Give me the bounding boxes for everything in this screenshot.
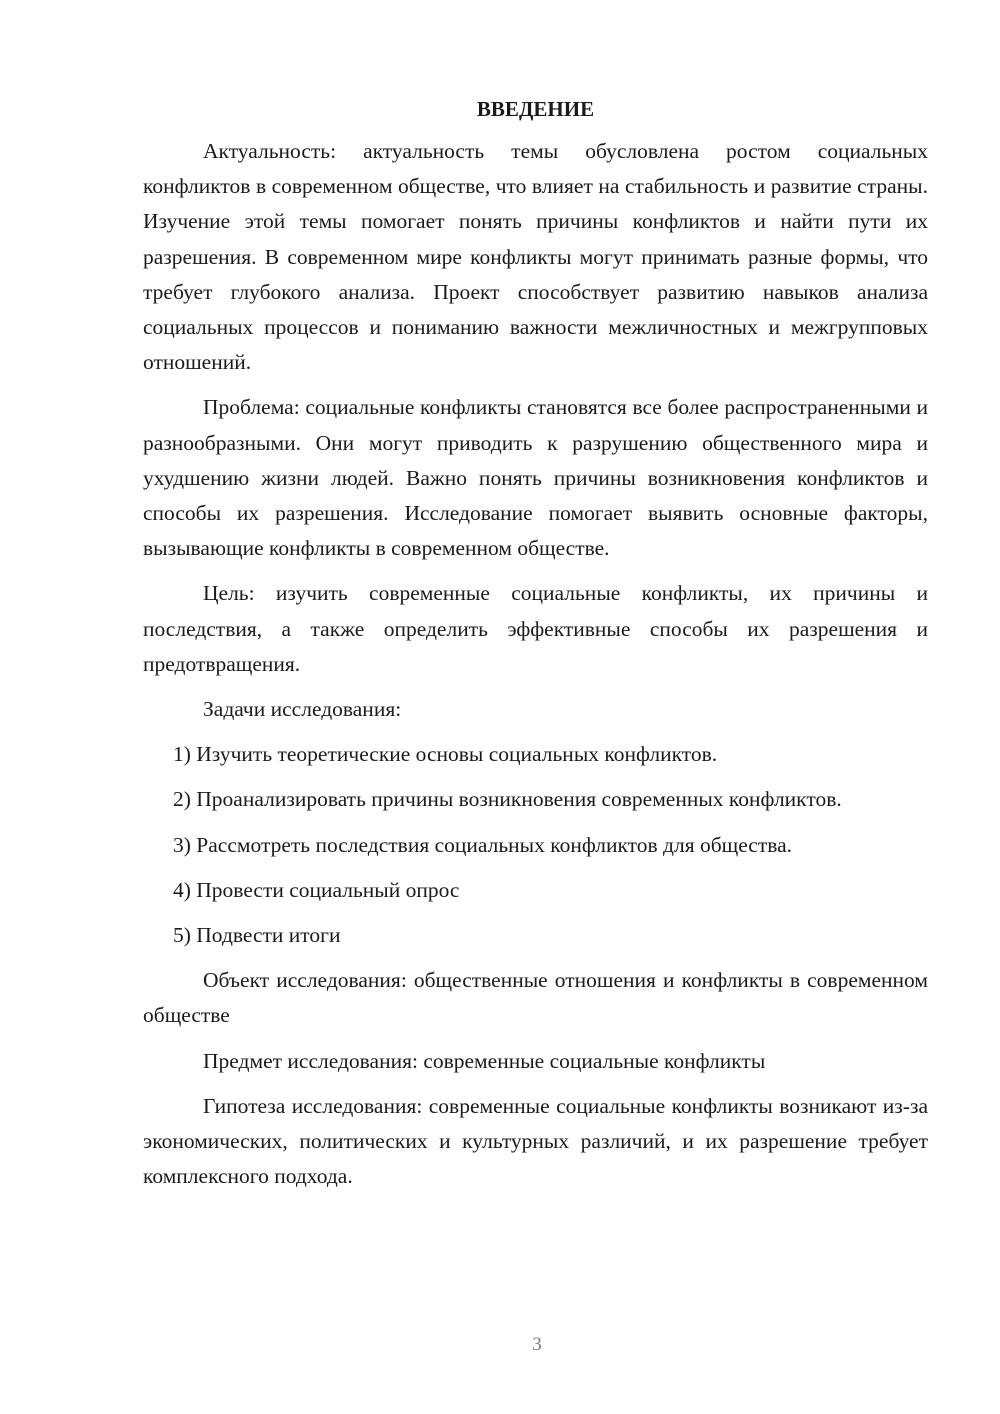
section-title: ВВЕДЕНИЕ [476, 97, 595, 121]
task-item-2: 2) Проанализировать причины возникновения современных конфликтов. [173, 787, 842, 812]
document-page [143, 92, 928, 1204]
relevance-paragraph: Актуальность: актуальность темы обусловлена ростом социальных конфликтов в современном обществе, что влияет на стабильность и развитие страны. Изучение этой темы помогает понять причины конфликтов и найти пути их разрешения. В современном мире конфликты могут принимать разные формы, что требует глубокого анализа. Проект способствует развитию навыков анализа социальных процессов и пониманию важности межличностных и межгрупповых отношений. [143, 139, 928, 375]
task-item-3: 3) Рассмотреть последствия социальных конфликтов для общества. [173, 832, 793, 857]
hypothesis-paragraph: Гипотеза исследования: современные социальные конфликты возникают из-за экономических, политических и культурных различий, и их разрешение требует комплексного подхода. [143, 1093, 928, 1189]
subject-paragraph: Предмет исследования: современные социальные конфликты [203, 1048, 766, 1073]
problem-paragraph: Проблема: социальные конфликты становятся все более распространенными и разнообразными. Они могут приводить к разрушению общественного мира и ухудшению жизни людей. Важно понять причины возникновения конфликтов и способы их разрешения. Исследование помогает выявить основные факторы, вызывающие конфликты в современном обществе. [143, 395, 928, 561]
goal-paragraph: Цель: изучить современные социальные конфликты, их причины и последствия, а также определить эффективные способы их разрешения и предотвращения. [143, 581, 928, 676]
task-item-1: 1) Изучить теоретические основы социальных конфликтов. [173, 742, 718, 767]
task-item-4: 4) Провести социальный опрос [173, 877, 460, 902]
tasks-heading: Задачи исследования: [203, 697, 402, 722]
object-paragraph: Объект исследования: общественные отношения и конфликты в современном обществе [143, 968, 928, 1028]
page-number: 3 [532, 1334, 542, 1355]
task-item-5: 5) Подвести итоги [173, 923, 341, 948]
